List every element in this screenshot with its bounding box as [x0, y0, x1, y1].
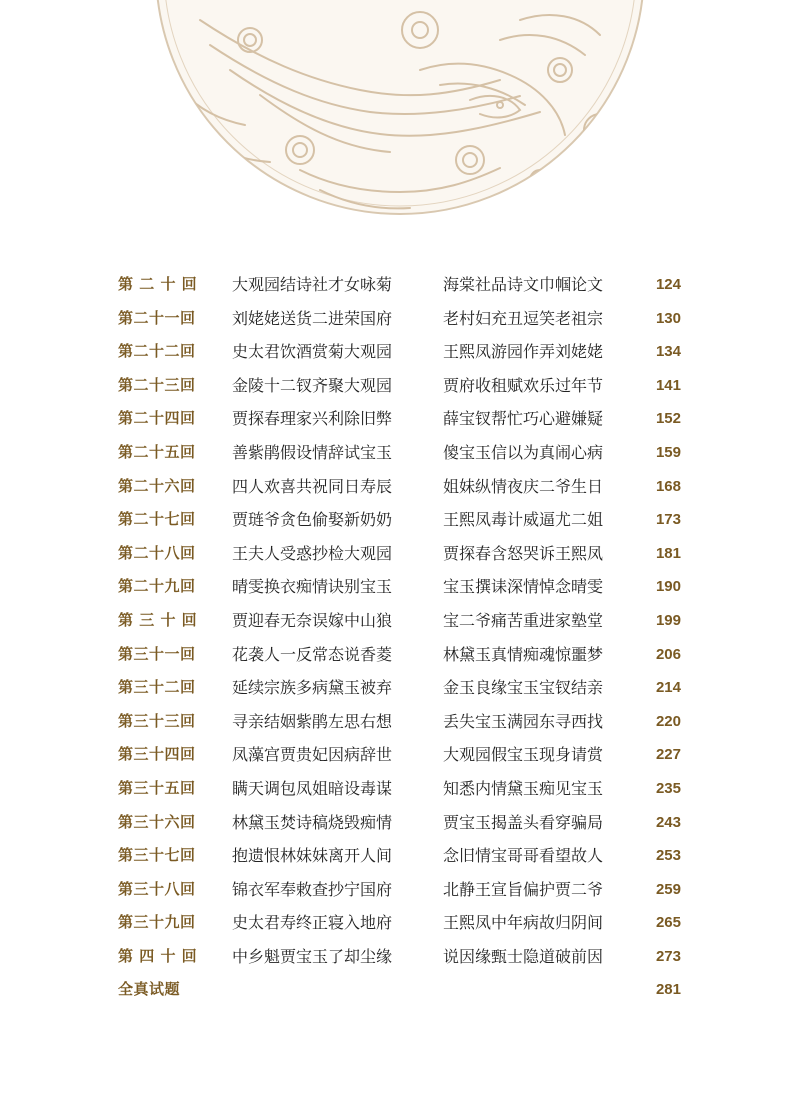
chapter-number: 第二十六回 — [118, 476, 196, 495]
page-number: 265 — [655, 914, 681, 932]
chapter-title-first: 凤藻宫贾贵妃因病辞世 — [232, 745, 393, 765]
chapter-title-second: 念旧情宝哥哥看望故人 — [443, 846, 604, 866]
page-number: 152 — [655, 410, 681, 428]
chapter-title-second: 老村妇充丑逗笑老祖宗 — [443, 308, 604, 328]
toc-row[interactable] — [0, 537, 800, 571]
chapter-title-first: 大观园结诗社才女咏菊 — [232, 275, 393, 294]
toc-row[interactable] — [0, 671, 800, 705]
chapter-number: 第二十七回 — [118, 510, 196, 529]
chapter-title-second: 说因缘甄士隐道破前因 — [443, 946, 604, 966]
toc-row[interactable] — [0, 302, 800, 336]
page-number: 130 — [655, 309, 681, 327]
page-number: 190 — [655, 578, 681, 596]
toc-row[interactable] — [0, 268, 800, 302]
page-number: 220 — [655, 712, 681, 730]
chapter-number: 第三十八回 — [118, 879, 196, 898]
page-number: 235 — [655, 779, 681, 797]
chapter-title-first: 寻亲结姻紫鹃左思右想 — [232, 711, 393, 731]
page-number: 243 — [655, 813, 681, 831]
chapter-title-first: 锦衣军奉敕查抄宁国府 — [232, 879, 393, 899]
chapter-title-first: 刘姥姥送货二进荣国府 — [232, 308, 393, 328]
page-number: 181 — [655, 544, 681, 562]
chapter-title-second: 大观园假宝玉现身请赏 — [443, 745, 604, 765]
chapter-title-second: 贾府收租赋欢乐过年节 — [443, 375, 604, 395]
page-number: 214 — [655, 679, 681, 697]
exam-section-label: 全真试题 — [118, 980, 181, 999]
toc-row-exam[interactable] — [0, 973, 800, 1007]
chapter-title-second: 姐妹纵情夜庆二爷生日 — [443, 476, 604, 496]
chapter-title-second: 王熙凤毒计威逼尤二姐 — [443, 510, 604, 530]
chapter-title-first: 林黛玉焚诗稿烧毁痴情 — [232, 812, 393, 832]
page-number: 159 — [655, 443, 681, 461]
toc-row[interactable] — [0, 772, 800, 806]
toc-row[interactable] — [0, 738, 800, 772]
chapter-title-second: 宝玉撰诔深情悼念晴雯 — [443, 577, 604, 597]
toc-row[interactable] — [0, 470, 800, 504]
chapter-title-first: 史太君寿终正寝入地府 — [232, 913, 393, 933]
chapter-number: 第三十二回 — [118, 678, 196, 697]
toc-row[interactable] — [0, 402, 800, 436]
toc-row[interactable] — [0, 570, 800, 604]
toc-row[interactable] — [0, 705, 800, 739]
chapter-title-second: 金玉良缘宝玉宝钗结亲 — [443, 678, 604, 698]
chapter-title-first: 抱遗恨林妹妹离开人间 — [232, 846, 393, 866]
toc-row[interactable] — [0, 503, 800, 537]
toc-row[interactable] — [0, 604, 800, 638]
page-number: 206 — [655, 645, 681, 663]
chapter-title-second: 林黛玉真情痴魂惊噩梦 — [443, 644, 604, 664]
toc-row[interactable] — [0, 806, 800, 840]
toc-row[interactable] — [0, 940, 800, 974]
chapter-number: 第二十九回 — [118, 577, 196, 596]
chapter-title-first: 中乡魁贾宝玉了却尘缘 — [232, 946, 393, 966]
chapter-title-first: 贾迎春无奈误嫁中山狼 — [232, 610, 393, 630]
chapter-title-first: 金陵十二钗齐聚大观园 — [232, 375, 393, 395]
page-number: 173 — [655, 511, 681, 529]
chapter-number: 第三十四回 — [118, 745, 196, 764]
phoenix-medallion-decoration — [0, 0, 800, 240]
chapter-title-first: 善紫鹃假设情辞试宝玉 — [232, 442, 393, 462]
page-number: 273 — [655, 947, 681, 965]
chapter-number: 第三十五回 — [118, 778, 196, 797]
chapter-title-second: 傻宝玉信以为真闹心病 — [443, 442, 604, 462]
page-number: 124 — [655, 276, 681, 293]
chapter-title-second: 贾宝玉揭盖头看穿骗局 — [443, 812, 604, 832]
chapter-title-first: 四人欢喜共祝同日寿辰 — [232, 476, 393, 496]
chapter-number: 第二十三回 — [118, 375, 196, 394]
page-number: 259 — [655, 880, 681, 898]
page-number: 168 — [655, 477, 681, 495]
chapter-title-first: 花袭人一反常态说香菱 — [232, 644, 393, 664]
chapter-number: 第三十三回 — [118, 711, 196, 730]
page-number: 281 — [655, 981, 681, 999]
chapter-title-second: 宝二爷痛苦重进家塾堂 — [443, 610, 604, 630]
chapter-number: 第二十四回 — [118, 409, 196, 428]
chapter-title-first: 晴雯换衣痴情诀别宝玉 — [232, 577, 393, 597]
chapter-number: 第三十六回 — [118, 812, 196, 831]
chapter-title-first: 贾探春理家兴利除旧弊 — [232, 409, 393, 429]
toc-row[interactable] — [0, 839, 800, 873]
chapter-number: 第 四 十 回 — [118, 946, 198, 965]
chapter-title-second: 北静王宣旨偏护贾二爷 — [443, 879, 604, 899]
toc-row[interactable] — [0, 638, 800, 672]
chapter-title-second: 王熙凤游园作弄刘姥姥 — [443, 342, 604, 362]
chapter-number: 第二十一回 — [118, 308, 196, 327]
toc-row[interactable] — [0, 436, 800, 470]
table-of-contents — [0, 268, 800, 1007]
chapter-number: 第二十五回 — [118, 442, 196, 461]
chapter-title-first: 贾琏爷贪色偷娶新奶奶 — [232, 510, 393, 530]
page-number: 253 — [655, 847, 681, 865]
chapter-title-second: 王熙凤中年病故归阴间 — [443, 913, 604, 933]
page-number: 134 — [655, 343, 681, 361]
page-number: 199 — [655, 611, 681, 629]
toc-row[interactable] — [0, 873, 800, 907]
chapter-title-first: 瞒天调包凤姐暗设毒谋 — [232, 778, 393, 798]
chapter-number: 第三十一回 — [118, 644, 196, 663]
chapter-number: 第 二 十 回 — [118, 275, 198, 293]
toc-row[interactable] — [0, 335, 800, 369]
toc-row[interactable] — [0, 369, 800, 403]
chapter-title-first: 史太君饮酒赏菊大观园 — [232, 342, 393, 362]
chapter-number: 第二十八回 — [118, 543, 196, 562]
chapter-title-first: 延续宗族多病黛玉被弃 — [232, 678, 393, 698]
page-number: 227 — [655, 746, 681, 764]
chapter-title-first: 王夫人受惑抄检大观园 — [232, 543, 393, 563]
chapter-number: 第 三 十 回 — [118, 610, 198, 629]
page-number: 141 — [655, 376, 681, 394]
chapter-title-second: 知悉内情黛玉痴见宝玉 — [443, 778, 604, 798]
chapter-number: 第三十九回 — [118, 913, 196, 932]
chapter-title-second: 丢失宝玉满园东寻西找 — [443, 711, 604, 731]
chapter-title-second: 贾探春含怒哭诉王熙凤 — [443, 543, 604, 563]
chapter-number: 第二十二回 — [118, 342, 196, 361]
chapter-title-second: 海棠社品诗文巾帼论文 — [443, 275, 604, 294]
chapter-number: 第三十七回 — [118, 846, 196, 865]
toc-row[interactable] — [0, 906, 800, 940]
chapter-title-second: 薛宝钗帮忙巧心避嫌疑 — [443, 409, 604, 429]
